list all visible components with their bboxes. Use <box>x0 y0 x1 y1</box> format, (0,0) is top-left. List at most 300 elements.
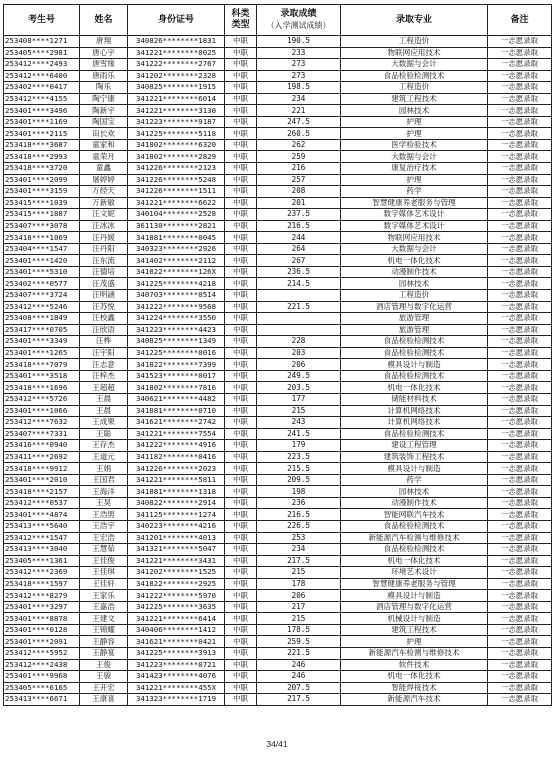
table-row <box>4 463 552 475</box>
score-cell: 236 <box>257 497 341 509</box>
category-cell: 中职 <box>225 440 257 452</box>
header-exam-no: 考生号 <box>4 5 80 36</box>
id-no-cell: 341881********1318 <box>128 486 225 498</box>
id-no-cell: 341221********0025 <box>128 47 225 59</box>
category-cell: 中职 <box>225 567 257 579</box>
major-cell: 模具设计与制造 <box>341 359 488 371</box>
id-no-cell: 341182********0416 <box>128 451 225 463</box>
exam-no-cell: 253408****1271 <box>4 36 80 48</box>
exam-no-cell: 253401****2010 <box>4 474 80 486</box>
category-cell: 中职 <box>225 601 257 613</box>
score-cell: 264 <box>257 243 341 255</box>
table-row <box>4 393 552 405</box>
score-cell: 178 <box>257 578 341 590</box>
id-no-cell: 341224********3550 <box>128 313 225 325</box>
id-no-cell: 340826********1831 <box>128 36 225 48</box>
score-cell: 216.5 <box>257 220 341 232</box>
exam-no-cell: 253412****6400 <box>4 70 80 82</box>
exam-no-cell: 253401****5310 <box>4 266 80 278</box>
score-cell: 241.5 <box>257 428 341 440</box>
id-no-cell: 341221********3431 <box>128 555 225 567</box>
exam-no-cell: 253418****1597 <box>4 578 80 590</box>
id-no-cell: 341222********5970 <box>128 590 225 602</box>
exam-no-cell: 253413****6671 <box>4 694 80 706</box>
remark-cell: 一志愿录取 <box>488 474 552 486</box>
id-no-cell: 341202********2328 <box>128 70 225 82</box>
id-no-cell: 341223********4423 <box>128 324 225 336</box>
name-cell: 陶乐 <box>80 82 128 94</box>
remark-cell: 一志愿录取 <box>488 451 552 463</box>
remark-cell: 一志愿录取 <box>488 682 552 694</box>
name-cell: 汪东流 <box>80 255 128 267</box>
category-cell: 中职 <box>225 186 257 198</box>
score-cell: 190.5 <box>257 36 341 48</box>
major-cell: 大数据与会计 <box>341 243 488 255</box>
id-no-cell: 341202********1525 <box>128 567 225 579</box>
major-cell: 建设工程管理 <box>341 440 488 452</box>
score-cell: 207.5 <box>257 682 341 694</box>
table-row <box>4 59 552 71</box>
header-score <box>257 5 341 36</box>
major-cell: 医学检验技术 <box>341 139 488 151</box>
table-row <box>4 151 552 163</box>
name-cell: 汪文妮 <box>80 209 128 221</box>
name-cell: 唐心宇 <box>80 47 128 59</box>
category-cell: 中职 <box>225 36 257 48</box>
name-cell: 汪丹媛 <box>80 232 128 244</box>
remark-cell: 一志愿录取 <box>488 313 552 325</box>
major-cell: 酒店管理与数字化运营 <box>341 601 488 613</box>
id-no-cell: 341223********0721 <box>128 659 225 671</box>
remark-cell: 一志愿录取 <box>488 36 552 48</box>
major-cell: 软件技术 <box>341 659 488 671</box>
score-cell: 215 <box>257 613 341 625</box>
exam-no-cell: 253412****5952 <box>4 647 80 659</box>
major-cell: 食品检验检测技术 <box>341 428 488 440</box>
score-cell: 233 <box>257 47 341 59</box>
major-cell: 新能源汽车检测与维修技术 <box>341 647 488 659</box>
table-row <box>4 428 552 440</box>
major-cell: 酒店管理与数字化运营 <box>341 301 488 313</box>
exam-no-cell: 253412****2493 <box>4 59 80 71</box>
score-cell: 198 <box>257 486 341 498</box>
remark-cell: 一志愿录取 <box>488 128 552 140</box>
table-row <box>4 70 552 82</box>
id-no-cell: 341221********455X <box>128 682 225 694</box>
major-cell: 工程造价 <box>341 290 488 302</box>
exam-no-cell: 253413****3040 <box>4 544 80 556</box>
exam-no-cell: 253405****6165 <box>4 682 80 694</box>
table-row <box>4 290 552 302</box>
category-cell: 中职 <box>225 624 257 636</box>
category-cell: 中职 <box>225 347 257 359</box>
score-cell: 215.5 <box>257 463 341 475</box>
major-cell: 数字媒体艺术设计 <box>341 220 488 232</box>
id-no-cell: 341221********5811 <box>128 474 225 486</box>
remark-cell: 一志愿录取 <box>488 486 552 498</box>
score-cell: 260.5 <box>257 128 341 140</box>
remark-cell: 一志愿录取 <box>488 105 552 117</box>
id-no-cell: 341226********5248 <box>128 174 225 186</box>
remark-cell: 一志愿录取 <box>488 278 552 290</box>
remark-cell: 一志愿录取 <box>488 694 552 706</box>
score-cell <box>257 290 341 302</box>
score-cell: 243 <box>257 417 341 429</box>
name-cell: 屠婷婷 <box>80 174 128 186</box>
category-cell: 中职 <box>225 266 257 278</box>
table-row <box>4 544 552 556</box>
name-cell: 陶国宝 <box>80 116 128 128</box>
name-cell: 汪欣语 <box>80 324 128 336</box>
name-cell: 王存杰 <box>80 440 128 452</box>
category-cell: 中职 <box>225 243 257 255</box>
score-cell: 234 <box>257 93 341 105</box>
category-cell: 中职 <box>225 82 257 94</box>
name-cell: 汪志意 <box>80 359 128 371</box>
table-row <box>4 36 552 48</box>
name-cell: 童鑫 <box>80 163 128 175</box>
category-cell: 中职 <box>225 544 257 556</box>
remark-cell: 一志愿录取 <box>488 382 552 394</box>
score-cell: 228 <box>257 336 341 348</box>
exam-no-cell: 253407****3724 <box>4 290 80 302</box>
exam-no-cell: 253412****2438 <box>4 659 80 671</box>
major-cell: 物联网应用技术 <box>341 47 488 59</box>
remark-cell: 一志愿录取 <box>488 220 552 232</box>
id-no-cell: 341125********1274 <box>128 509 225 521</box>
major-cell: 药学 <box>341 474 488 486</box>
major-cell: 旅游管理 <box>341 313 488 325</box>
remark-cell: 一志愿录取 <box>488 463 552 475</box>
id-no-cell: 341221********3130 <box>128 105 225 117</box>
major-cell: 食品检验检测技术 <box>341 347 488 359</box>
score-cell: 206 <box>257 359 341 371</box>
score-cell: 273 <box>257 59 341 71</box>
category-cell: 中职 <box>225 278 257 290</box>
exam-no-cell: 253411****2692 <box>4 451 80 463</box>
remark-cell: 一志愿录取 <box>488 578 552 590</box>
remark-cell: 一志愿录取 <box>488 440 552 452</box>
major-cell: 智能网联汽车技术 <box>341 509 488 521</box>
category-cell: 中职 <box>225 497 257 509</box>
major-cell: 智慧健康养老服务与管理 <box>341 578 488 590</box>
remark-cell: 一志愿录取 <box>488 163 552 175</box>
category-cell: 中职 <box>225 255 257 267</box>
id-no-cell: 341423********4076 <box>128 671 225 683</box>
id-no-cell: 341226********2123 <box>128 163 225 175</box>
remark-cell: 一志愿录取 <box>488 186 552 198</box>
name-cell: 王聪 <box>80 428 128 440</box>
table-row <box>4 186 552 198</box>
major-cell: 建筑工程技术 <box>341 624 488 636</box>
table-row <box>4 174 552 186</box>
id-no-cell: 341881********0045 <box>128 232 225 244</box>
id-no-cell: 340104********2528 <box>128 209 225 221</box>
table-row <box>4 440 552 452</box>
category-cell: 中职 <box>225 555 257 567</box>
header-score-line1: 录取成绩 <box>280 9 317 19</box>
id-no-cell: 340323********2926 <box>128 243 225 255</box>
major-cell: 动漫制作技术 <box>341 266 488 278</box>
name-cell: 王成果 <box>80 417 128 429</box>
score-cell: 179 <box>257 440 341 452</box>
exam-no-cell: 253418****3720 <box>4 163 80 175</box>
name-cell: 王浩男 <box>80 509 128 521</box>
category-cell: 中职 <box>225 324 257 336</box>
score-cell: 217.5 <box>257 555 341 567</box>
category-cell: 中职 <box>225 636 257 648</box>
remark-cell: 一志愿录取 <box>488 590 552 602</box>
exam-no-cell: 253401****3159 <box>4 186 80 198</box>
id-no-cell: 341621********0421 <box>128 636 225 648</box>
table-row <box>4 417 552 429</box>
id-no-cell: 340825********1915 <box>128 82 225 94</box>
remark-cell: 一志愿录取 <box>488 174 552 186</box>
score-cell: 259.5 <box>257 636 341 648</box>
table-row <box>4 116 552 128</box>
id-no-cell: 341321********5047 <box>128 544 225 556</box>
id-no-cell: 341022********126X <box>128 266 225 278</box>
major-cell: 食品检验检测技术 <box>341 520 488 532</box>
category-cell: 中职 <box>225 359 257 371</box>
major-cell: 智慧健康养老服务与管理 <box>341 197 488 209</box>
admission-table <box>3 4 552 706</box>
id-no-cell: 341222********9568 <box>128 301 225 313</box>
major-cell: 计算机网络技术 <box>341 417 488 429</box>
table-row <box>4 359 552 371</box>
id-no-cell: 341822********7399 <box>128 359 225 371</box>
table-row <box>4 232 552 244</box>
score-cell: 209.5 <box>257 474 341 486</box>
major-cell: 建筑工程技术 <box>341 93 488 105</box>
category-cell: 中职 <box>225 116 257 128</box>
exam-no-cell: 253412****5246 <box>4 301 80 313</box>
exam-no-cell: 253418****1696 <box>4 382 80 394</box>
table-row <box>4 301 552 313</box>
category-cell: 中职 <box>225 578 257 590</box>
id-no-cell: 341223********9187 <box>128 116 225 128</box>
name-cell: 汪德培 <box>80 266 128 278</box>
category-cell: 中职 <box>225 509 257 521</box>
score-cell: 216 <box>257 163 341 175</box>
category-cell: 中职 <box>225 313 257 325</box>
score-cell: 247.5 <box>257 116 341 128</box>
remark-cell: 一志愿录取 <box>488 417 552 429</box>
major-cell: 机械设计与制造 <box>341 613 488 625</box>
category-cell: 中职 <box>225 336 257 348</box>
name-cell: 万经天 <box>80 186 128 198</box>
category-cell: 中职 <box>225 671 257 683</box>
score-cell: 234 <box>257 544 341 556</box>
major-cell: 园林技术 <box>341 278 488 290</box>
score-cell: 214.5 <box>257 278 341 290</box>
name-cell: 王晨 <box>80 393 128 405</box>
exam-no-cell: 253415****1887 <box>4 209 80 221</box>
major-cell: 大数据与会计 <box>341 151 488 163</box>
score-cell: 206 <box>257 590 341 602</box>
id-no-cell: 341323********1719 <box>128 694 225 706</box>
category-cell: 中职 <box>225 197 257 209</box>
name-cell: 汪桦 <box>80 336 128 348</box>
exam-no-cell: 253405****1361 <box>4 555 80 567</box>
id-no-cell: 341222********2767 <box>128 59 225 71</box>
major-cell: 模具设计与制造 <box>341 463 488 475</box>
table-row <box>4 451 552 463</box>
id-no-cell: 341802********6320 <box>128 139 225 151</box>
name-cell: 王康喜 <box>80 694 128 706</box>
table-row <box>4 266 552 278</box>
table-row <box>4 313 552 325</box>
table-row <box>4 128 552 140</box>
major-cell: 机电一体化技术 <box>341 671 488 683</box>
table-row <box>4 567 552 579</box>
name-cell: 陶新宇 <box>80 105 128 117</box>
score-cell: 259 <box>257 151 341 163</box>
score-cell: 223.5 <box>257 451 341 463</box>
table-row <box>4 613 552 625</box>
major-cell: 智能焊接技术 <box>341 682 488 694</box>
score-cell: 273 <box>257 70 341 82</box>
header-category-line2: 类型 <box>231 20 250 30</box>
remark-cell: 一志愿录取 <box>488 336 552 348</box>
category-cell: 中职 <box>225 105 257 117</box>
name-cell: 唐雪缘 <box>80 59 128 71</box>
major-cell: 物联网应用技术 <box>341 232 488 244</box>
exam-no-cell: 253401****4874 <box>4 509 80 521</box>
table-row <box>4 497 552 509</box>
category-cell: 中职 <box>225 301 257 313</box>
id-no-cell: 340822********2914 <box>128 497 225 509</box>
header-category-line1: 科类 <box>231 9 250 19</box>
name-cell: 唐翔 <box>80 36 128 48</box>
exam-no-cell: 253412****7632 <box>4 417 80 429</box>
table-row <box>4 532 552 544</box>
major-cell: 建筑装饰工程技术 <box>341 451 488 463</box>
category-cell: 中职 <box>225 393 257 405</box>
name-cell: 王佳俊 <box>80 555 128 567</box>
table-row <box>4 590 552 602</box>
table-row <box>4 694 552 706</box>
page-number: 34/41 <box>266 739 288 749</box>
id-no-cell: 341225********3635 <box>128 601 225 613</box>
table-row <box>4 47 552 59</box>
exam-no-cell: 253412****1547 <box>4 532 80 544</box>
name-cell: 童荣月 <box>80 151 128 163</box>
exam-no-cell: 253412****4155 <box>4 93 80 105</box>
remark-cell: 一志愿录取 <box>488 567 552 579</box>
table-row <box>4 82 552 94</box>
table-row <box>4 255 552 267</box>
name-cell: 王静容 <box>80 636 128 648</box>
table-row <box>4 105 552 117</box>
name-cell: 王海洋 <box>80 486 128 498</box>
major-cell: 模具设计与制造 <box>341 590 488 602</box>
major-cell: 数字媒体艺术设计 <box>341 209 488 221</box>
major-cell: 药学 <box>341 186 488 198</box>
remark-cell: 一志愿录取 <box>488 47 552 59</box>
score-cell: 237.5 <box>257 209 341 221</box>
remark-cell: 一志愿录取 <box>488 405 552 417</box>
major-cell: 机电一体化技术 <box>341 255 488 267</box>
remark-cell: 一志愿录取 <box>488 370 552 382</box>
remark-cell: 一志愿录取 <box>488 243 552 255</box>
remark-cell: 一志愿录取 <box>488 497 552 509</box>
score-cell: 221.5 <box>257 301 341 313</box>
category-cell: 中职 <box>225 209 257 221</box>
name-cell: 汪校鑫 <box>80 313 128 325</box>
table-row <box>4 347 552 359</box>
major-cell: 护理 <box>341 116 488 128</box>
category-cell: 中职 <box>225 139 257 151</box>
score-cell: 203 <box>257 347 341 359</box>
major-cell: 新能源汽车技术 <box>341 694 488 706</box>
score-cell: 267 <box>257 255 341 267</box>
remark-cell: 一志愿录取 <box>488 671 552 683</box>
remark-cell: 一志愿录取 <box>488 266 552 278</box>
exam-no-cell: 253408****1849 <box>4 313 80 325</box>
id-no-cell: 341221********6014 <box>128 93 225 105</box>
exam-no-cell: 253405****2981 <box>4 47 80 59</box>
exam-no-cell: 253401****9968 <box>4 671 80 683</box>
exam-no-cell: 253407****3078 <box>4 220 80 232</box>
category-cell: 中职 <box>225 486 257 498</box>
id-no-cell: 341402********2112 <box>128 255 225 267</box>
remark-cell: 一志愿录取 <box>488 393 552 405</box>
table-header-row <box>4 5 552 36</box>
score-cell: 257 <box>257 174 341 186</box>
header-name: 姓名 <box>80 5 128 36</box>
exam-no-cell: 253412****2369 <box>4 567 80 579</box>
category-cell: 中职 <box>225 417 257 429</box>
score-cell: 253 <box>257 532 341 544</box>
exam-no-cell: 253416****0940 <box>4 440 80 452</box>
major-cell: 工程造价 <box>341 36 488 48</box>
table-row <box>4 278 552 290</box>
category-cell: 中职 <box>225 382 257 394</box>
category-cell: 中职 <box>225 128 257 140</box>
remark-cell: 一志愿录取 <box>488 70 552 82</box>
table-row <box>4 405 552 417</box>
score-cell: 236.5 <box>257 266 341 278</box>
exam-no-cell: 253401****1420 <box>4 255 80 267</box>
exam-no-cell: 253412****8279 <box>4 590 80 602</box>
id-no-cell: 340223********4216 <box>128 520 225 532</box>
remark-cell: 一志愿录取 <box>488 659 552 671</box>
table-row <box>4 93 552 105</box>
score-cell: 177 <box>257 393 341 405</box>
category-cell: 中职 <box>225 520 257 532</box>
table-row <box>4 382 552 394</box>
name-cell: 王锦耀 <box>80 624 128 636</box>
category-cell: 中职 <box>225 59 257 71</box>
remark-cell: 一志愿录取 <box>488 509 552 521</box>
remark-cell: 一志愿录取 <box>488 232 552 244</box>
table-row <box>4 474 552 486</box>
major-cell: 康复治疗技术 <box>341 163 488 175</box>
id-no-cell: 341822********2925 <box>128 578 225 590</box>
remark-cell: 一志愿录取 <box>488 209 552 221</box>
remark-cell: 一志愿录取 <box>488 347 552 359</box>
major-cell: 计算机网络技术 <box>341 405 488 417</box>
id-no-cell: 340825********1349 <box>128 336 225 348</box>
category-cell: 中职 <box>225 151 257 163</box>
category-cell: 中职 <box>225 659 257 671</box>
major-cell: 大数据与会计 <box>341 59 488 71</box>
exam-no-cell: 253418****2157 <box>4 486 80 498</box>
exam-no-cell: 253418****9912 <box>4 463 80 475</box>
remark-cell: 一志愿录取 <box>488 324 552 336</box>
table-row <box>4 324 552 336</box>
